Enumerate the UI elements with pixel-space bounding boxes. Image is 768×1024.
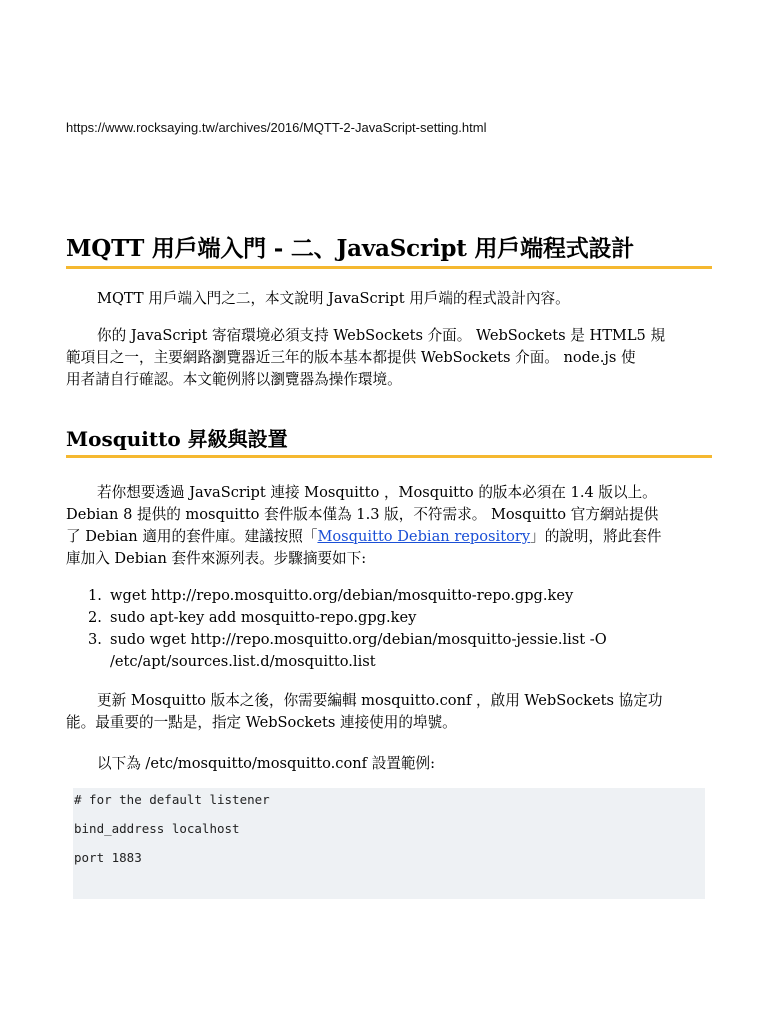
section-p1-line-3-before: 了 Debian 適用的套件庫。建議按照「 <box>66 528 318 545</box>
section-paragraph-2 <box>66 690 712 734</box>
step-text: sudo apt-key add mosquitto-repo.gpg.key <box>110 609 417 626</box>
mosquitto-debian-repository-link[interactable]: Mosquitto Debian repository <box>317 528 531 545</box>
intro-p2-line-1: 你的 JavaScript 寄宿環境必須支持 WebSockets 介面。 WebSockets 是 HTML5 規 <box>97 327 666 344</box>
list-item <box>66 607 712 629</box>
section-p3-line: 以下為 /etc/mosquitto/mosquitto.conf 設置範例: <box>97 755 435 772</box>
section-p1-line-1: 若你想要透過 JavaScript 連接 Mosquitto ，Mosquitto 的版本必須在 1.4 版以上。 <box>97 484 657 501</box>
section-heading: Mosquitto 昇級與設置 <box>66 427 288 451</box>
intro-p2-line-2: 範項目之一，主要網路瀏覽器近三年的版本基本都提供 WebSockets 介面。 node.js 使 <box>66 349 636 366</box>
intro-paragraph-1 <box>66 288 743 310</box>
list-item <box>66 629 712 673</box>
section-p1-line-3 <box>66 526 712 548</box>
step-number: 1. <box>88 587 102 604</box>
intro-p2-line-3: 用者請自行確認。本文範例將以瀏覽器為操作環境。 <box>66 371 402 388</box>
code-line: # for the default listener <box>74 792 270 807</box>
list-item <box>66 585 712 607</box>
intro-p1-line: MQTT 用戶端入門之二，本文說明 JavaScript 用戶端的程式設計內容。 <box>97 290 570 307</box>
section-p1-line-4: 庫加入 Debian 套件來源列表。步驟摘要如下: <box>66 550 367 567</box>
section-paragraph-3 <box>66 753 743 775</box>
section-p1-line-2: Debian 8 提供的 mosquitto 套件版本僅為 1.3 版，不符需求。 Mosquitto 官方網站提供 <box>66 506 659 523</box>
steps-list <box>66 585 712 673</box>
section-divider <box>66 455 712 458</box>
step-text-continued: /etc/apt/sources.list.d/mosquitto.list <box>110 653 376 670</box>
code-line: port 1883 <box>74 850 142 865</box>
page-title: MQTT 用戶端入門 - 二、JavaScript 用戶端程式設計 <box>66 235 635 262</box>
source-url[interactable]: https://www.rocksaying.tw/archives/2016/MQTT-2-JavaScript-setting.html <box>66 120 487 135</box>
code-line: bind_address localhost <box>74 821 240 836</box>
section-p2-line-1: 更新 Mosquitto 版本之後，你需要編輯 mosquitto.conf ，啟用 WebSockets 協定功 <box>97 692 663 709</box>
intro-paragraph-2 <box>66 325 712 391</box>
step-number: 3. <box>88 631 102 648</box>
step-text: wget http://repo.mosquitto.org/debian/mosquitto-repo.gpg.key <box>110 587 574 604</box>
section-p1-line-3-after: 」的說明，將此套件 <box>530 528 662 545</box>
section-paragraph-1 <box>66 482 712 570</box>
step-text: sudo wget http://repo.mosquitto.org/debian/mosquitto-jessie.list -O <box>110 631 607 648</box>
title-divider <box>66 266 712 269</box>
step-number: 2. <box>88 609 102 626</box>
code-block <box>73 788 705 899</box>
section-p2-line-2: 能。最重要的一點是，指定 WebSockets 連接使用的埠號。 <box>66 714 457 731</box>
